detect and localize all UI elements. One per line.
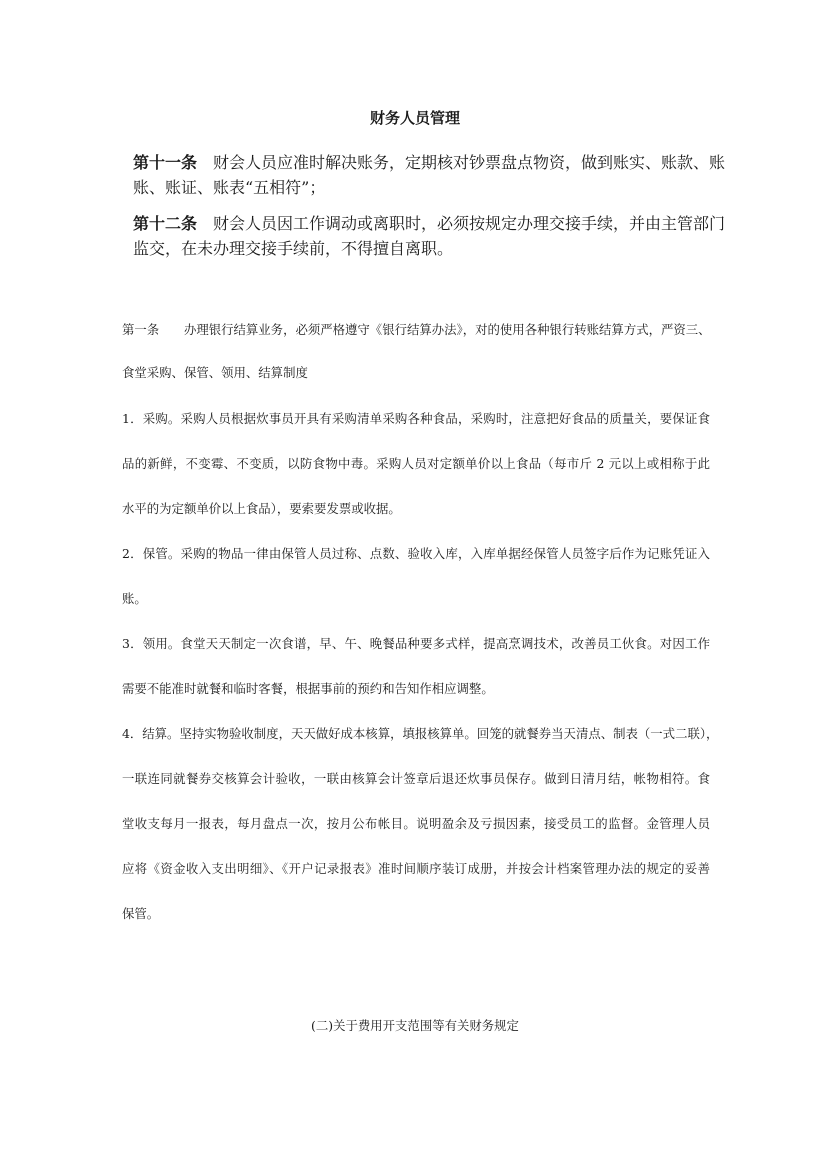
body-line: 堂收支每月一报表，每月盘点一次，按月公布帐目。说明盈余及亏损因素，接受员工的监督。金管理人员 [122,816,710,831]
article-12-line-1 [133,211,726,234]
body-line: 1．采购。采购人员根据炊事员开具有采购清单采购各种食品，采购时，注意把好食品的质量关，要保证食 [122,411,710,426]
article-12-text: 财会人员因工作调动或离职时，必须按规定办理交接手续，并由主管部门 [213,214,726,233]
body-line: 食堂采购、保管、领用、结算制度 [122,365,308,380]
body-line: 2．保管。采购的物品一律由保管人员过称、点数、验收入库，入库单据经保管人员签字后作为记账凭证入 [122,546,710,561]
article-11-text: 财会人员应准时解决账务，定期核对钞票盘点物资，做到账实、账款、账 [213,153,726,172]
document-title: 财务人员管理 [369,109,460,127]
body-line: 第一条 办理银行结算业务，必须严格遵守《银行结算办法》，对的使用各种银行转账结算方式，严资三、 [122,322,711,337]
body-line: 水平的为定额单价以上食品），要索要发票或收据。 [122,501,401,516]
body-line: 应将《资金收入支出明细》、《开户记录报表》准时间顺序装订成册，并按会计档案管理办法的规定的妥善 [122,861,710,876]
section-heading: (二)关于费用开支范围等有关财务规定 [311,1018,519,1033]
article-11-line-1 [133,150,726,173]
body-line: 品的新鲜，不变霉、不变质，以防食物中毒。采购人员对定额单价以上食品（每市斤 2 元以上或相称于此 [122,456,710,471]
article-12-line-2: 监交，在未办理交接手续前，不得擅自离职。 [133,239,454,258]
body-line: 4．结算。坚持实物验收制度，天天做好成本核算，填报核算单。回笼的就餐券当天清点、制表（一式二联）， [122,726,719,741]
body-line: 账。 [122,591,147,606]
body-line: 需要不能准时就餐和临时客餐，根据事前的预约和告知作相应调整。 [122,681,494,696]
body-line: 一联连同就餐券交核算会计验收，一联由核算会计签章后退还炊事员保存。做到日清月结，帐物相符。食 [122,771,710,786]
article-11-line-2: 账、账证、账表“五相符”； [133,178,326,197]
body-line: 3．领用。食堂天天制定一次食谱，早、午、晚餐品种要多式样，提高烹调技术，改善员工伙食。对因工作 [122,636,710,651]
body-line: 保管。 [122,906,160,921]
article-12-label: 第十二条 [133,214,198,233]
article-11-label: 第十一条 [133,153,198,172]
